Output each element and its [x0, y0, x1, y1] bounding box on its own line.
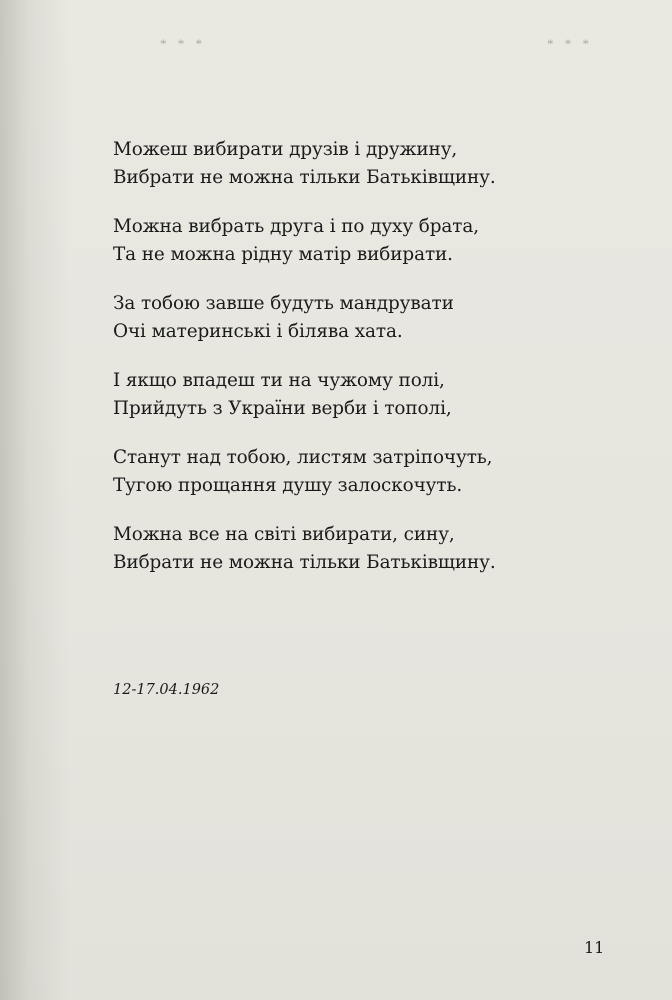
poem-line: Та не можна рідну матір вибирати. [113, 244, 453, 265]
stanza [113, 213, 573, 269]
stanza [113, 521, 573, 577]
poem-line: За тобою завше будуть мандрувати [113, 293, 454, 314]
poem-body [113, 136, 573, 598]
stanza [113, 444, 573, 500]
poem-line: Можна вибрать друга і по духу брата, [113, 216, 479, 237]
poem-line: Прийдуть з України верби і тополі, [113, 398, 452, 419]
page-number: 11 [584, 938, 605, 957]
poem-line: Можна все на світі вибирати, сину, [113, 524, 455, 545]
stanza [113, 367, 573, 423]
poem-line: Станут над тобою, листям затріпочуть, [113, 447, 493, 468]
poem-date: 12-17.04.1962 [113, 682, 220, 698]
poem-line: Очі материнські і білява хата. [113, 321, 403, 342]
section-divider-left: * * * [160, 36, 206, 51]
stanza [113, 136, 573, 192]
show-through-text [560, 138, 672, 327]
poem-line: Тугою прощання душу залоскочуть. [113, 475, 463, 496]
poem-line: І якщо впадеш ти на чужому полі, [113, 370, 445, 391]
section-divider-right: * * * [547, 36, 593, 51]
poem-line: Можеш вибирати друзів і дружину, [113, 139, 458, 160]
stanza [113, 290, 573, 346]
poem-line: Вибрати не можна тільки Батьківщину. [113, 552, 496, 573]
poem-line: Вибрати не можна тільки Батьківщину. [113, 167, 496, 188]
